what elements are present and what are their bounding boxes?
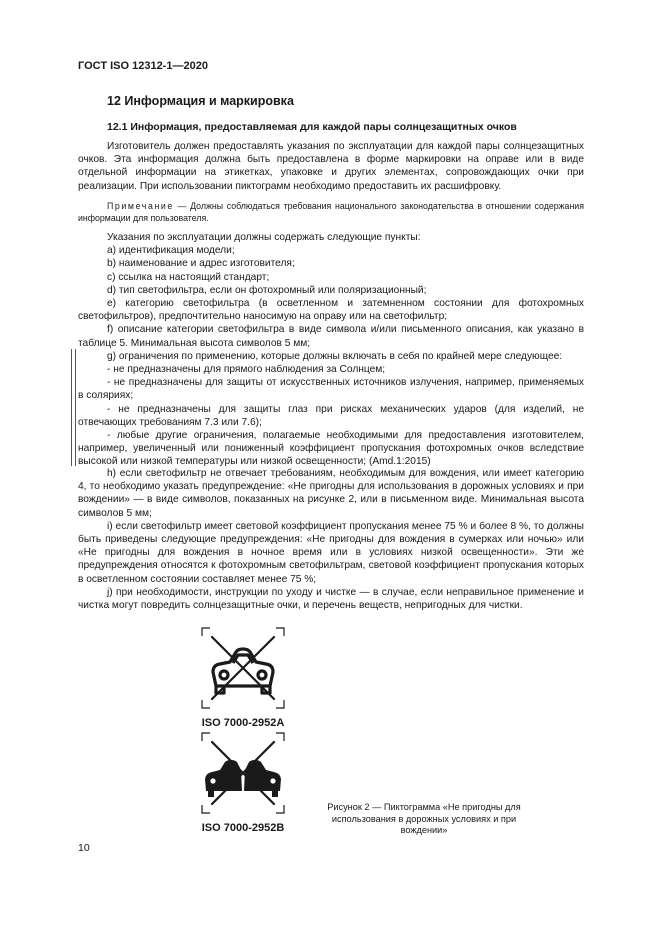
requirements-list-continued bbox=[78, 467, 584, 612]
list-item-f: f) описание категории светофильтра в виде символа и/или письменного описания, как указано в таблице 5. Минимальная высота символов 5 мм; bbox=[78, 324, 584, 349]
list-item-i: i) если светофильтр имеет световой коэффициент пропускания менее 75 % и более 8 %, то должны быть приведены следующие предупреждения: «Не пригодны для вождения в сумерках или ночью» или «Не пригодны для вождения в ночное время или в условиях низкой освещенности». Эти же предупреждения относятся к фотохромным светофильтрам, световой коэффициент пропускания которых в осветленном состоянии составляет менее 75 %; bbox=[78, 520, 584, 585]
page-number: 10 bbox=[78, 842, 90, 854]
note-paragraph bbox=[78, 201, 584, 224]
figure-caption: Рисунок 2 — Пиктограмма «Не пригодны для использования в дорожных условиях и при вождении» bbox=[327, 802, 521, 835]
list-subitem-g4: - любые другие ограничения, полагаемые необходимыми для предоставления изготовителем, например, увеличенный или пониженный коэффициент пропускания фотохромных очков вследствие высокой или низкой температуры или низкой освещенности; (Amd.1:2015) bbox=[78, 430, 584, 468]
requirements-list bbox=[78, 231, 584, 469]
subsection-title: 12.1 Информация, предоставляемая для каждой пары солнцезащитных очков bbox=[107, 121, 517, 133]
intro-paragraph: Изготовитель должен предоставлять указания по эксплуатации для каждой пары солнцезащитных очков. Эта информация должна быть предоставлена в форме маркировки на оправе или в виде отдельной информации на этикетках, упаковке и других элементах, сопровождающих очки при реализации. При использовании пиктограмм необходимо предоставить их расшифровку. bbox=[78, 141, 584, 192]
pictogram-a-label: ISO 7000-2952A bbox=[201, 717, 285, 729]
section-title: 12 Информация и маркировка bbox=[107, 94, 294, 108]
list-item-j: j) при необходимости, инструкции по уходу и чистке — в случае, если неправильное применение и чистка могут повредить солнцезащитные очки, и перечень веществ, непригодных для чистки. bbox=[78, 586, 584, 612]
amendment-change-bar bbox=[71, 349, 76, 466]
list-item-d: d) тип светофильтра, если он фотохромный или поляризационный; bbox=[107, 284, 427, 296]
list-item-e: e) категорию светофильтра (в осветленном и затемненном состоянии для фотохромных светофильтров), предпочтительно наносимую на оправу или на светофильтр; bbox=[78, 298, 584, 323]
list-subitem-g2: - не предназначены для защиты от искусственных источников излучения, например, применяемых в соляриях; bbox=[78, 377, 584, 402]
list-item-b: b) наименование и адрес изготовителя; bbox=[107, 258, 295, 270]
list-subitem-g3: - не предназначены для защиты глаз при рисках механических ударов (для изделий, не отвечающих требованиям 7.3 или 7.6); bbox=[78, 403, 584, 428]
list-subitem-g1: - не предназначены для прямого наблюдения за Солнцем; bbox=[107, 364, 386, 376]
note-block bbox=[78, 201, 584, 224]
list-intro: Указания по эксплуатации должны содержать следующие пункты: bbox=[107, 232, 421, 243]
note-label: Примечание bbox=[107, 201, 174, 211]
list-item-c: c) ссылка на настоящий стандарт; bbox=[107, 271, 270, 283]
list-item-g: g) ограничения по применению, которые должны включать в себя по крайней мере следующее: bbox=[107, 350, 563, 362]
no-driving-car-solid-icon bbox=[200, 731, 286, 815]
pictogram-b-label: ISO 7000-2952B bbox=[201, 822, 285, 834]
no-driving-car-outline-icon bbox=[200, 626, 286, 710]
list-item-a: a) идентификация модели; bbox=[107, 245, 235, 257]
intro-block bbox=[78, 140, 584, 193]
list-item-h: h) если светофильтр не отвечает требованиям, необходимым для вождения, или имеет категорию 4, то необходимо указать предупреждение: «Не пригодны для использования в дорожных условиях и при вождении» — в виде символов, показанных на рисунке 2, или в письменном виде. Минимальная высота символов 5 мм; bbox=[78, 468, 584, 519]
document-header: ГОСТ ISO 12312-1—2020 bbox=[78, 60, 208, 72]
note-text: — Должны соблюдаться требования национального законодательства в отношении содержания информации для пользователя. bbox=[78, 201, 584, 223]
